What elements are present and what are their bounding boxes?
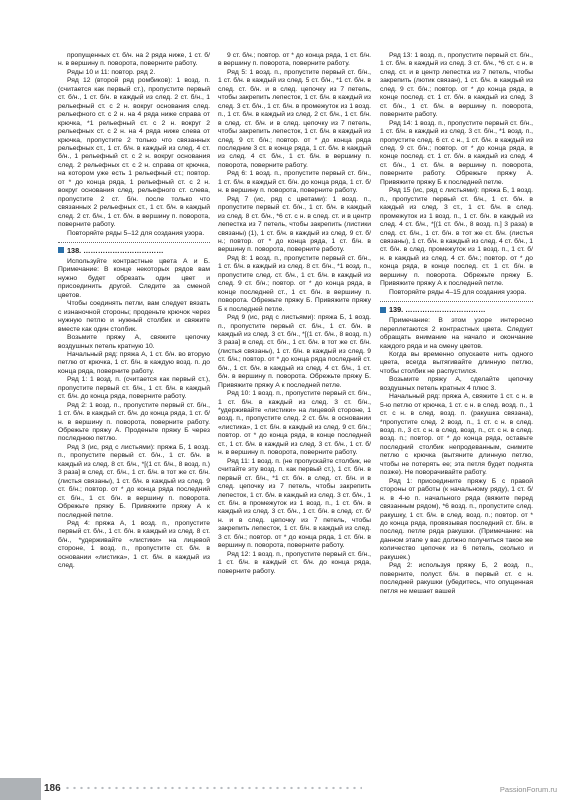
paragraph: Примечание: В этом узоре интересно переплетаются 2 контрастных цвета. Следует обращать внимание на начало и окончание каждого ряда и на смену цветов. — [380, 317, 533, 350]
paragraph: Ряд 15 (ис, ряд с листьями): пряжа Б, 1 возд. п., пропустите первый ст. б/н., 1 ст. б/н. в каждый из след. 3 ст., 1 ст. б/н. в след. промежуток из 1 возд. п., 1 ст. б/н. в каждый из след. 4 ст. б/н., *[(1 ст. б/н., 8 возд. п.] 3 раза) в след. ст. б/н., 1 ст. б/н. в тот же ст. б/н. (листья связаны), 1 ст. б/н. в каждый из след. 4 ст. б/н., 1 ст. б/н. в след. промежуток из 1 возд. п., 1 ст. б/н. в каждый из след. 4 ст. б/н.; повтор. от * до конца ряда, в конце послед. ст. 1 ст. б/н. в вершину п. поворота. Обрежьте пряжу Б. Привяжите пряжу А к последней петле. — [380, 187, 533, 288]
text-column-left — [58, 52, 210, 571]
text-column-right — [380, 52, 533, 596]
paragraph: Ряд 14: 1 возд. п., пропустите первый ст. б/н., 1 ст. б/н. в каждый из след. 3 ст. б/н., *1 возд. п., пропустите след. 6 ст. с н., 1 ст. б/н. в каждый из след. 9 ст. б/н.; повтор. от * до конца ряда, в конце послед. ст. 1 ст. б/н. в каждый из след. 4 ст. б/н., 1 ст. б/н. в вершину п. поворота, поверните работу. Обрежьте пряжу А. Привяжите пряжу Б к последней петле. — [380, 119, 533, 186]
paragraph: Ряд 6: 1 возд. п., пропустите первый ст. б/н., 1 ст. б/н. в каждый ст. б/н. до конца ряда, 1 ст. б/н. в вершину п. поворота, поверните работу. — [218, 170, 371, 195]
paragraph: Повторяйте ряды 4–15 для создания узора. — [389, 288, 527, 296]
footer-color-bar — [0, 778, 41, 800]
paragraph: Ряд 10: 1 возд. п., пропустите первый ст. б/н., 1 ст. б/н. в каждый из след. 3 ст. б/н., *удерживайте «листики» на лицевой стороне, 1 возд. п., пропустите след. 2 ст. б/н. в основании «листика», 1 ст. б/н. в каждый из след. 9 ст. б/н.; повтор. от * до конца ряда, в конце последней ст., 1 ст. б/н. в каждый из след. 3 ст. б/н., 1 ст. б/н. в вершину п. поворота, поверните работу. — [218, 390, 371, 457]
footer-dotted-line — [64, 786, 362, 790]
header-square-icon — [58, 247, 64, 253]
paragraph: Начальный ряд: пряжа А, свяжите 1 ст. с н. в 5-ю петлю от крючка, 1 ст. с н. в след. возд. п., 1 ст. с н. в след. возд. п. (ракушка связана), *пропустите след. 2 возд. п., 1 ст. с н. в след. возд. п., 3 ст. с н. в след. возд. п., ст. с н. в след. возд. п.; повтор. от * до конца ряда, оставьте последний столбик непродеванным, снимите петлю с крючка (вытяните длинную петлю, чтобы не потерять ее; эта петля будет поднята позже). Не поворачивайте работу. — [380, 393, 533, 477]
text-column-middle — [218, 52, 371, 576]
paragraph: Начальный ряд: пряжа А, 1 ст. б/н. во вторую петлю от крючка, 1 ст. б/н. в каждую возд. п. до конца ряда, поверните работу. — [58, 350, 210, 375]
paragraph: Ряд 3 (ис, ряд с листьями): пряжа Б, 1 возд. п., пропустите первый ст. б/н., 1 ст. б/н. в каждый из след. 8 ст. б/н., *[(1 ст. б/н., 8 возд. п.) 3 раза] в след. ст. б/н., 1 ст. б/н. в тот же ст. б/н. (листья связаны), 1 ст. б/н. в каждый из след. 9 ст. б/н.; повтор. от * до конца ряда последний ст. б/н., 1 ст. б/н. в вершину п. поворота. Обрежьте пряжу Б. Привяжите пряжу А к последней петле. — [58, 443, 210, 519]
paragraph: Чтобы соединять петли, вам следует вязать с изнаночной стороны; проденьте крючок через нужную петлю и нужный столбик и свяжите вместе как один столбик. — [58, 300, 210, 333]
paragraph: Ряды 10 и 11: повтор. ряд 2. — [67, 68, 156, 76]
pattern-header: 139. …………………………… — [380, 301, 533, 314]
watermark: PassionForum.ru — [499, 785, 557, 794]
paragraph: Ряд 2: используя пряжу Б, 2 возд. п., поверните, полуст. б/н. в первый ст. с н. последней ракушки (убедитесь, что опущенная петля не мешает вашей — [380, 562, 533, 595]
paragraph: Ряд 7 (ис, ряд с цветами): 1 возд. п., пропустите первый ст. б/н., 1 ст. б/н. в каждый из след. 8 ст. б/н., *6 ст. с н. в след. ст. и в центр лепестка из 7 петель, чтобы закрепить (листики связаны) (1), 1 ст. б/н. в каждый из след. 9 ст. б/н.; повтор. от * до конца ряда, 1 ст. б/н. в вершину п. поворота, поверните работу. — [218, 195, 371, 254]
header-square-icon — [380, 307, 386, 313]
paragraph: Ряд 5: 1 возд. п., пропустите первый ст. б/н., 1 ст. б/н. в каждый из след. 5 ст. б/н., *1 ст. б/н. в след. ст. б/н. и в след. цепочку из 7 петель, чтобы закрепить лепесток, 1 ст. б/н. в каждый из след. 3 ст. б/н., 1 ст. б/н. в промежуток из 1 возд. п., 1 ст. б/н. в каждый из след. 2 ст. б/н., 1 ст. б/н. в след. ст. б/н. и в след. цепочку из 7 петель, чтобы закрепить лепесток, 1 ст. б/н. в каждый из след. 9 ст. б/н.; повтор. от * до конца ряда последние 3 ст. в конце ряда, 1 ст. б/н. в каждый из след. 4 ст. б/н., 1 ст. б/н. в вершину п. поворота, поверните работу. — [218, 68, 371, 169]
paragraph: Ряд 1: присоедините пряжу Б с правой стороны от работы (к начальному ряду), 1 ст. б/н. в 4-ю п. начального ряда (вяжите перед связанным рядом), *6 возд. п., пропустите след. ракушку, 1 ст. б/н. в след. возд. п.; повтор. от * до конца ряда, провязывая последний ст. б/н. в послед. петле ряда ракушки. (Примечание: на данном этапе у вас должно получиться такое же количество цепочек из 6 петель, сколько и ракушек.) — [380, 477, 533, 561]
paragraph: 9 ст. б/н.; повтор. от * до конца ряда, 1 ст. б/н. в вершину п. поворота, поверните работу. — [218, 52, 371, 68]
paragraph: Ряд 1: 1 возд. п. (считается как первый ст.), пропустите первый ст. б/н., 1 ст. б/н. в каждый ст. б/н. до конца ряда, поверните работу. — [58, 376, 210, 401]
paragraph: Ряд 8: 1 возд. п., пропустите первый ст. б/н., 1 ст. б/н. в каждый из след. 8 ст. б/н., *1 возд. п., пропустите след. ст. б/н., 1 ст. б/н. в каждый из след. 9 ст. б/н.; повтор. от * до конца ряда, в конце последней ст., 1 ст. б/н. в вершину п. поворота. Обрежьте пряжу Б. Привяжите пряжу Б к последней петле. — [218, 254, 371, 313]
paragraph: Ряд 2: 1 возд. п., пропустите первый ст. б/н., 1 ст. б/н. в каждый ст. б/н. до конца ряда, 1 ст. б/н. в вершину п. поворота, поверните работу. Обрежьте пряжу А. Проденьте пряжу Б через последнюю петлю. — [58, 401, 210, 443]
paragraph: Когда вы временно опускаете нить одного цвета, всегда вытягивайте длинную петлю, чтобы столбик не распустился. — [380, 350, 533, 375]
paragraph: Используйте контрастные цвета А и Б. Примечание: В конце некоторых рядов вам нужно будет обрезать один цвет и присоединить другой. Следите за сменой цветов. — [58, 257, 210, 299]
paragraph: Ряд 13: 1 возд. п., пропустите первый ст. б/н., 1 ст. б/н. в каждый из след. 3 ст. б/н., *6 ст. с н. в след. ст. и в центр лепестка из 7 петель, чтобы закрепить (лютик связан), 1 ст. б/н. в каждый из след. 9 ст. б/н.; повтор. от * до конца ряда, в конце послед. ст. 1 ст. б/н. в каждый из след. 3 ст. б/н., 1 ст. б/н. в вершину п. поворота, поверните работу. — [380, 52, 533, 119]
paragraph: пропущенных ст. б/н. на 2 ряда ниже, 1 ст. б/н. в вершину п. поворота, поверните работу. — [58, 52, 210, 68]
paragraph: Ряд 4: пряжа А, 1 возд. п., пропустите первый ст. б/н., 1 ст. б/н. в каждый из след. 8 ст. б/н., *удерживайте «листики» на лицевой стороне, 1 возд. п., пропустите ст. б/н. в основании «листика», 1 ст. б/н. в каждый из след. — [58, 520, 210, 570]
paragraph: Ряд 9 (ис, ряд с листьями): пряжа Б, 1 возд. п., пропустите первый ст. б/н., 1 ст. б/н. в каждый из след. 3 ст. б/н., *[(1 ст. б/н., 8 возд. п.) 3 раза] в след. ст. б/н., 1 ст. б/н. в тот же ст. б/н. (листья связаны), 1 ст. б/н. в каждый из след. 9 ст. б/н.; повтор. от * до конца ряда последний ст. б/н., 1 ст. б/н. в каждый из след. 4 ст. б/н., 1 ст. б/н. в вершину п. поворота. Обрежьте пряжу Б. Привяжите пряжу А к последней петле. — [218, 314, 371, 389]
pattern-header: 138. …………………………… — [58, 242, 210, 255]
paragraph: Ряд 12: 1 возд. п., пропустите первый ст. б/н., 1 ст. б/н. в каждый ст. б/н. до конца ряда, поверните работу. — [218, 550, 371, 575]
paragraph: Ряд 12 (второй ряд ромбиков): 1 возд. п. (считается как первый ст.), пропустите первый ст. б/н., 1 ст. б/н. в каждый из след. 2 ст. б/н., 1 рельефный ст. с 2 н. вокруг основания след. рельефного ст. с 2 н. на 4 ряда ниже справа от крючка, *1 рельефный ст. с 2 н. вокруг 2 рельефных ст. с 2 н. на 4 ряда ниже слева от крючка, пропустите 2 только что связанных рельефных ст., 1 ст. б/н. в каждый из след. 4 ст. б/н., 1 рельефный ст. с 2 н. вокруг основания след. 2 рельефных ст. с 2 н. справа от крючка, на котором уже есть 1 рельефный ст.; повтор. от * до конца ряда, 1 рельефный ст. с 2 н. вокруг основания след. рельефного ст. слева, пропустите 2 ст. б/н. после только что связанных 2 рельефных ст., 1 ст. б/н. в каждый след. 2 ст. б/н., 1 ст. б/н. в вершину п. поворота, поверните работу. — [58, 77, 210, 229]
paragraph: Возьмите пряжу А, свяжите цепочку воздушных петель кратную 10. — [58, 334, 210, 350]
paragraph: Повторяйте ряды 5–12 для создания узора. — [67, 229, 205, 237]
page-number: 186 — [44, 783, 61, 794]
paragraph: Возьмите пряжу А, сделайте цепочку воздушных петель кратных 4 плюс 3. — [380, 376, 533, 392]
paragraph: Ряд 11: 1 возд. п. (не пропускайте столбик, не считайте эту возд. п. как первый ст.), 1 ст. б/н. в первый ст. б/н., *1 ст. б/н. в след. ст. б/н. и в след. цепочку из 7 петель, чтобы закрепить лепесток, 1 ст. б/н. в каждый из след. 3 ст. б/н., 1 ст. б/н. в промежуток из 1 возд. п., 1 ст. б/н. в каждый из след. 3 ст. б/н., 1 ст. б/н. в след. ст. б/н. и в след. цепочку из 7 петель, чтобы закрепить лепесток, 1 ст. б/н. в каждый из след. 3 ст. б/н.; повтор. от * до конца ряда, 1 ст. б/н. в вершину п. поворота, поверните работу. — [218, 457, 371, 550]
